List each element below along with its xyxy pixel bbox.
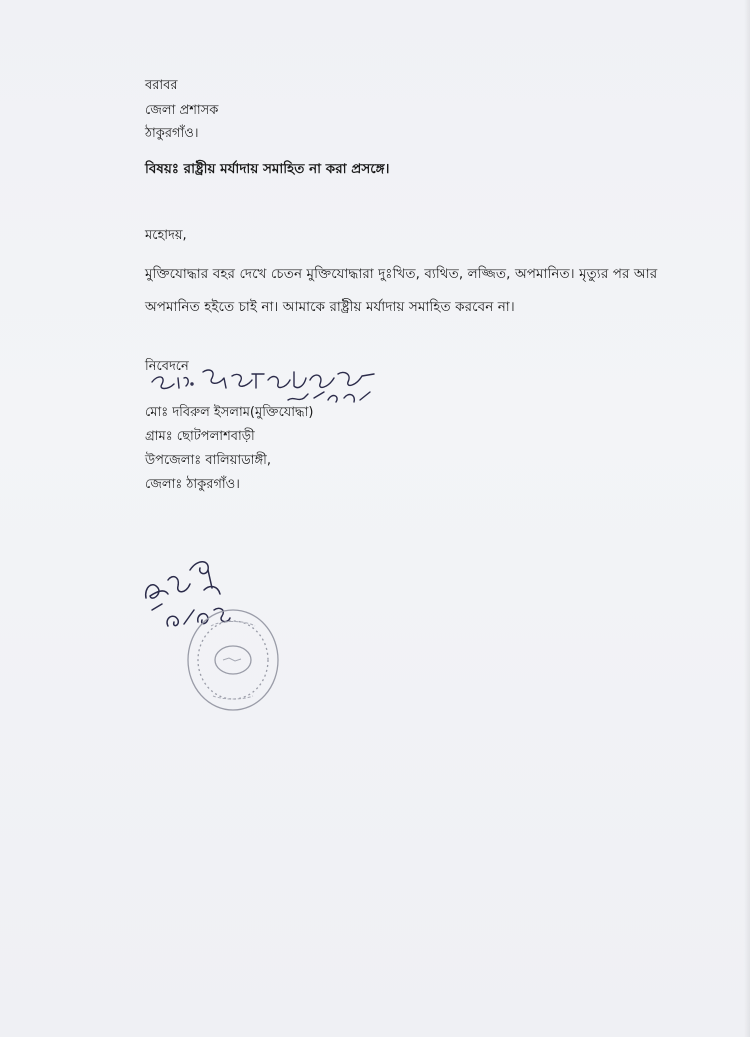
salutation: মহোদয়, (145, 228, 187, 243)
sender-upazila: উপজেলাঃ বালিয়াডাঙ্গী, (145, 453, 271, 468)
body-line-2: অপমানিত হইতে চাই না। আমাকে রাষ্ট্রীয় মর্যাদায় সমাহিত করবেন না। (145, 299, 515, 315)
office-stamp (183, 604, 283, 714)
sender-village: গ্রামঃ ছোটপলাশবাড়ী (145, 429, 255, 444)
handwritten-signature (148, 362, 383, 410)
sender-name: মোঃ দবিরুল ইসলাম(মুক্তিযোদ্ধা) (145, 405, 314, 420)
page-edge-shadow (744, 0, 750, 1037)
subject-line: বিষয়ঃ রাষ্ট্রীয় মর্যাদায় সমাহিত না করা প্রসঙ্গে। (145, 161, 390, 177)
body-line-1: মুক্তিযোদ্ধার বহর দেখে চেতন মুক্তিযোদ্ধারা দুঃখিত, ব্যথিত, লজ্জিত, অপমানিত। মৃত্যুর পর আর (145, 266, 658, 282)
recipient-line-to: বরাবর (145, 78, 178, 93)
closing-word: নিবেদনে (145, 359, 189, 374)
recipient-line-office: জেলা প্রশাসক (145, 103, 219, 118)
sender-district: জেলাঃ ঠাকুরগাঁও। (145, 477, 240, 492)
recipient-line-place: ঠাকুরগাঁও। (145, 126, 199, 141)
